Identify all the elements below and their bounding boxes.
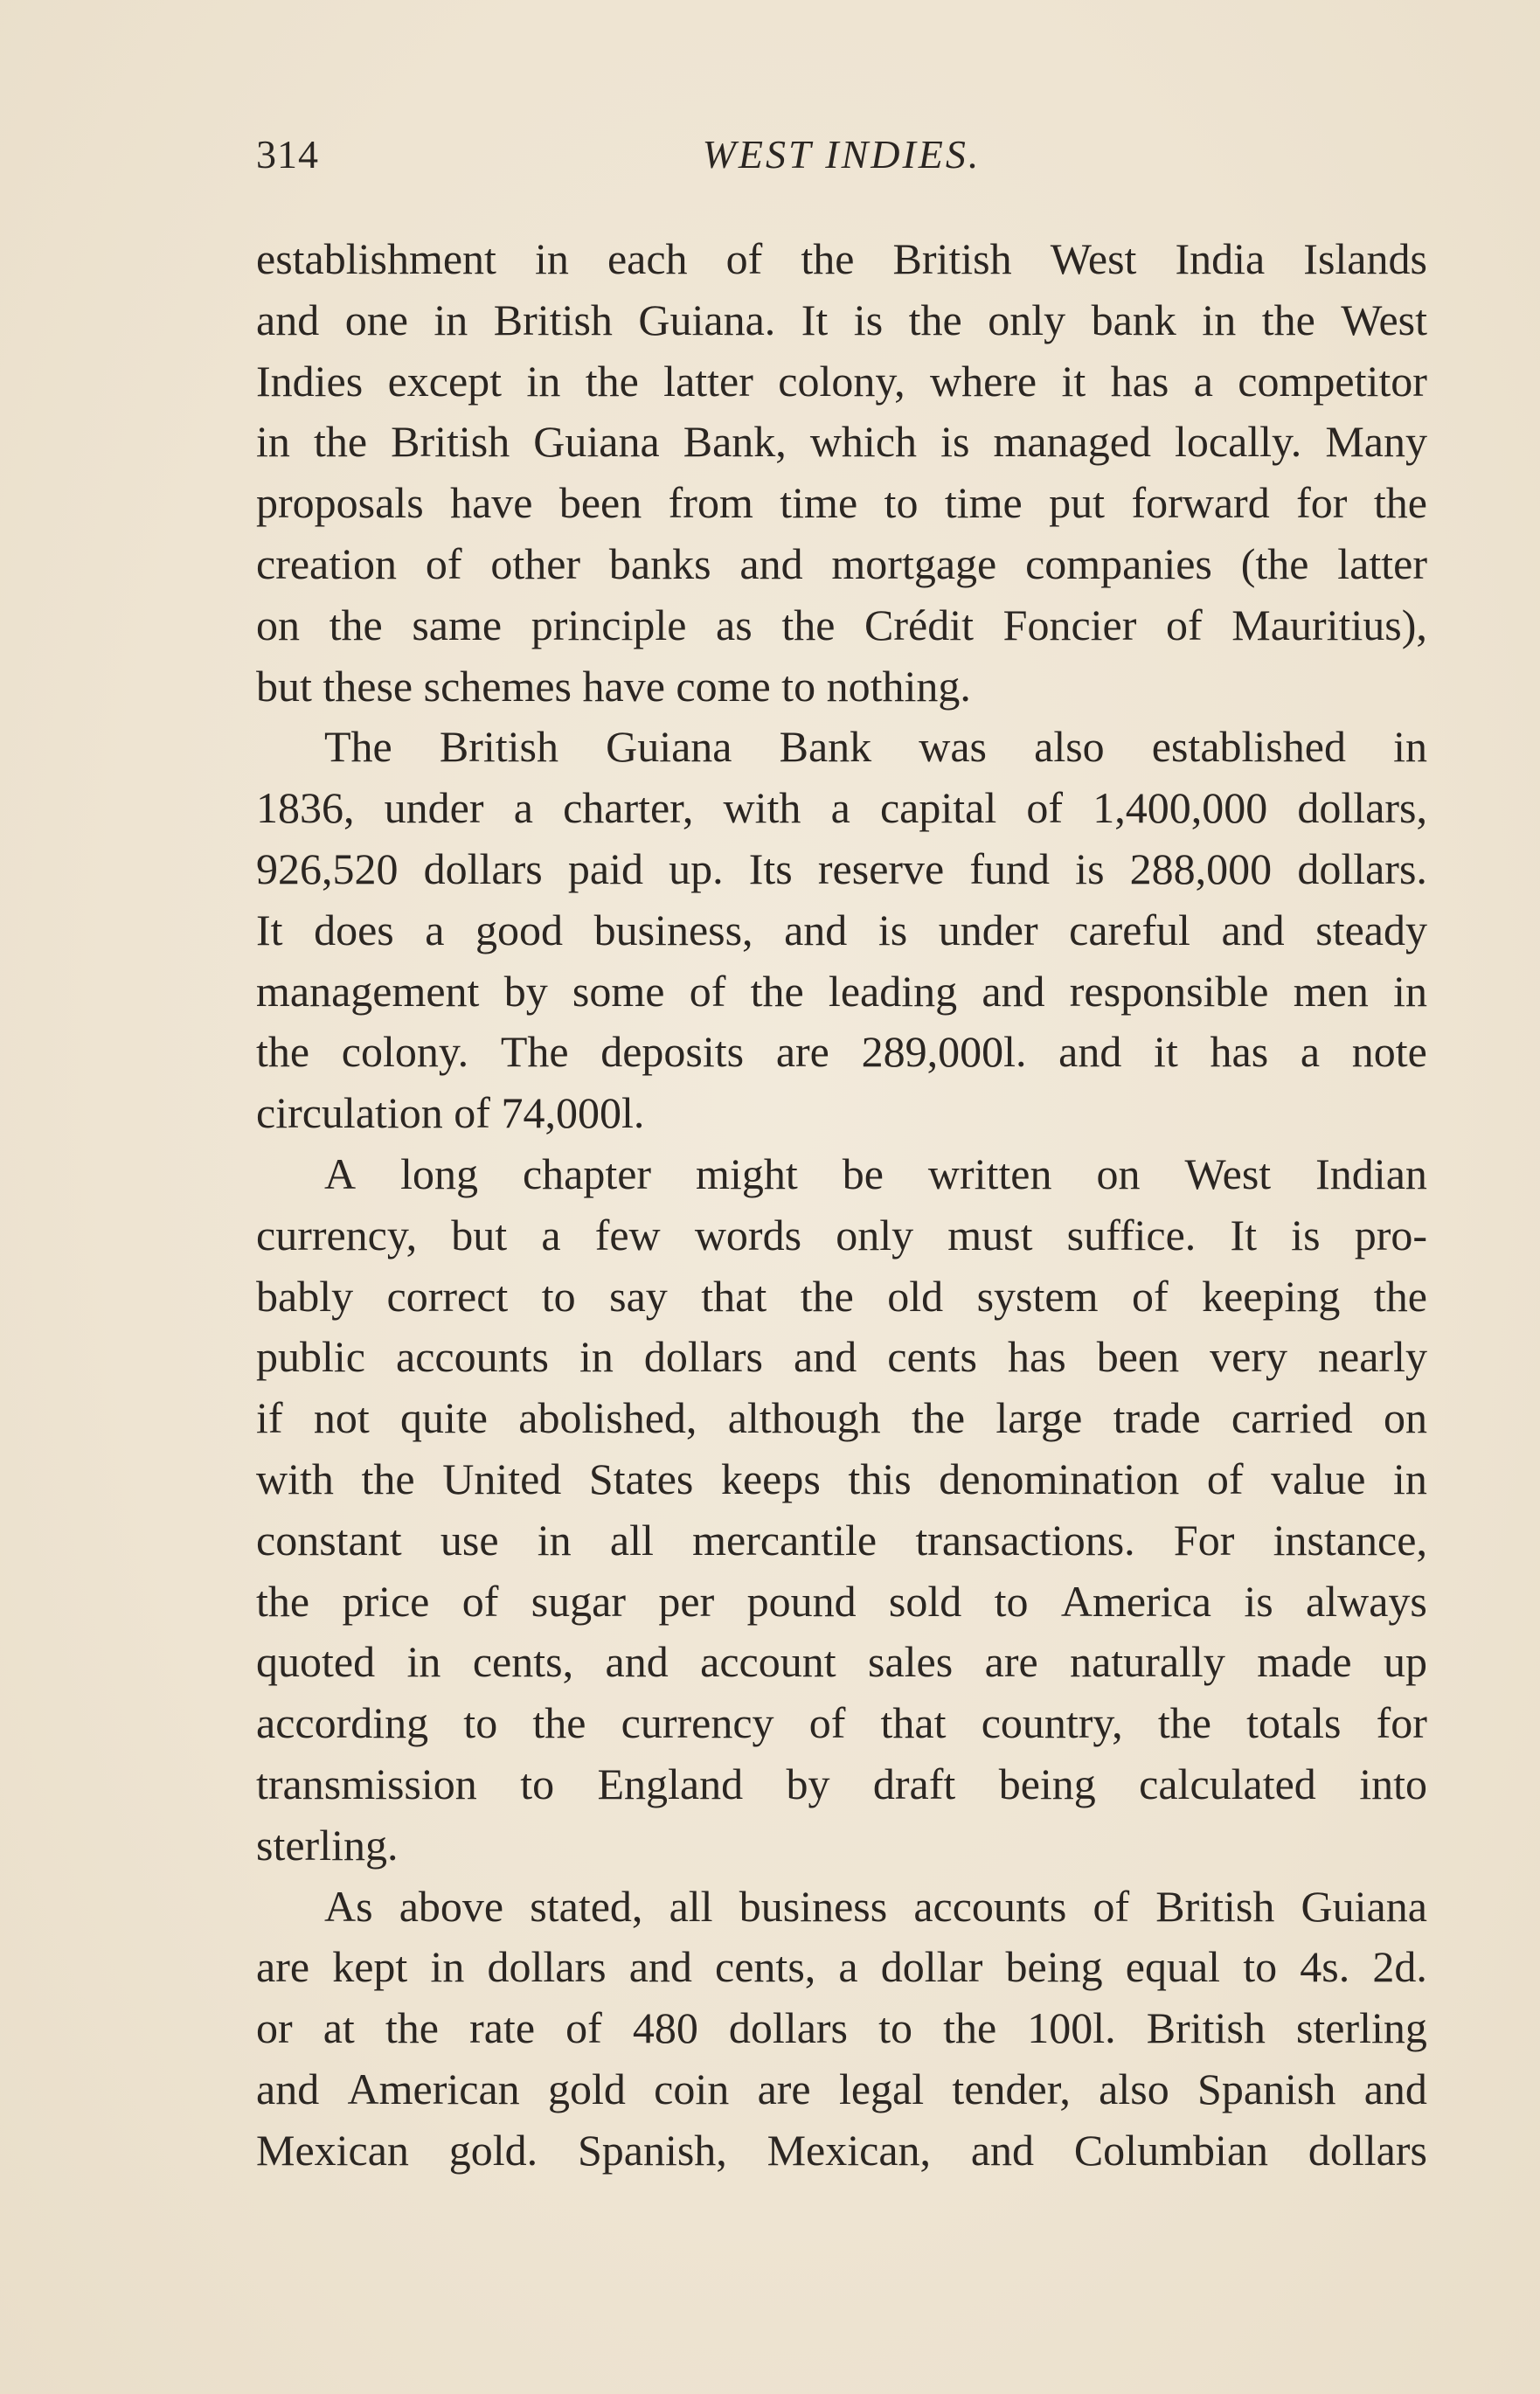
text-line: the price of sugar per pound sold to America is always [256,1576,1427,1626]
text-line: 926,520 dollars paid up. Its reserve fund is 288,000 dollars. [256,843,1427,893]
text-line: 1836, under a charter, with a capital of 1,400,000 dollars, [256,783,1427,833]
text-line: sterling. [256,1820,399,1870]
body-text [256,229,1427,2182]
text-line: if not quite abolished, although the large trade carried on [256,1393,1427,1443]
text-line: in the British Guiana Bank, which is managed locally. Many [256,417,1427,467]
page-number: 314 [256,132,319,177]
text-line: circulation of 74,000l. [256,1088,645,1138]
text-line: The British Guiana Bank was also established in [324,722,1427,772]
page-header [256,131,1427,192]
text-line: are kept in dollars and cents, a dollar being equal to 4s. 2d. [256,1942,1427,1992]
text-line: Mexican gold. Spanish, Mexican, and Columbian dollars [256,2125,1427,2175]
text-line: transmission to England by draft being calculated into [256,1759,1427,1808]
text-line: establishment in each of the British West India Islands [256,234,1427,283]
text-line: creation of other banks and mortgage companies (the latter [256,538,1427,588]
text-line: or at the rate of 480 dollars to the 100l. British sterling [256,2003,1427,2053]
text-line: on the same principle as the Crédit Foncier of Mauritius), [256,600,1427,649]
text-line: It does a good business, and is under careful and steady [256,905,1427,954]
text-line: A long chapter might be written on West Indian [324,1148,1427,1198]
text-line: Indies except in the latter colony, where it has a competitor [256,356,1427,406]
text-line: proposals have been from time to time put forward for the [256,478,1427,528]
text-line: constant use in all mercantile transactions. For instance, [256,1515,1427,1565]
text-line: As above stated, all business accounts of British Guiana [324,1881,1427,1931]
text-line: quoted in cents, and account sales are naturally made up [256,1637,1427,1687]
text-line: currency, but a few words only must suffice. It is pro- [256,1210,1427,1259]
text-line: management by some of the leading and responsible men in [256,966,1427,1016]
text-line: and American gold coin are legal tender, also Spanish and [256,2064,1427,2113]
text-line: bably correct to say that the old system of keeping the [256,1271,1427,1321]
text-line: with the United States keeps this denomination of value in [256,1454,1427,1503]
text-line: the colony. The deposits are 289,000l. and it has a note [256,1027,1427,1077]
text-line: according to the currency of that country, the totals for [256,1698,1427,1748]
running-title: WEST INDIES. [702,132,982,177]
text-line: but these schemes have come to nothing. [256,661,971,711]
text-line: public accounts in dollars and cents has been very nearly [256,1332,1427,1382]
text-line: and one in British Guiana. It is the only bank in the West [256,295,1427,344]
